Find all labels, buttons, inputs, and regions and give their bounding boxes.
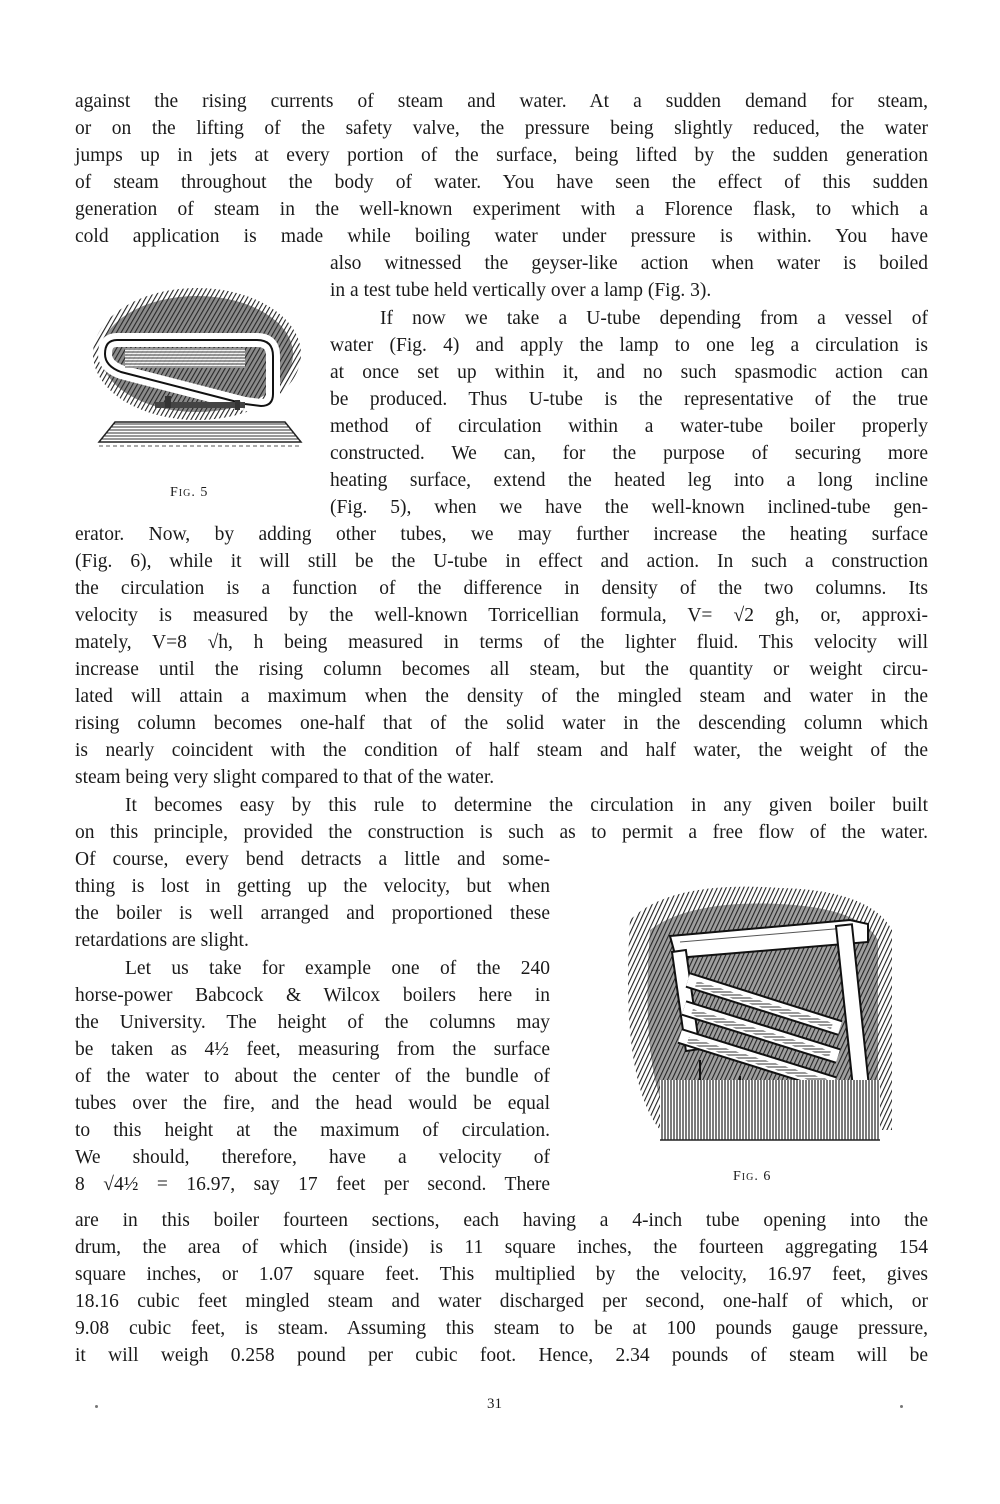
text-line: water (Fig. 4) and apply the lamp to one leg a circulation is [330,335,928,356]
text-line: or on the lifting of the safety valve, the pressure being slightly reduced, the water [75,118,928,139]
text-line: thing is lost in getting up the velocity, but when [75,876,550,897]
text-line: of steam throughout the body of water. You have seen the effect of this sudden [75,172,928,193]
text-line: 18.16 cubic feet mingled steam and water discharged per second, one-half of which, or [75,1291,928,1312]
text-line: If now we take a U-tube depending from a vessel of [380,308,928,329]
text-line: of the water to about the center of the bundle of [75,1066,550,1087]
text-line: be produced. Thus U-tube is the representative of the true [330,389,928,410]
text-line: to this height at the maximum of circulation. [75,1120,550,1141]
text-line: It becomes easy by this rule to determine the circulation in any given boiler built [125,795,928,816]
text-line: generation of steam in the well-known experiment with a Florence flask, to which a [75,199,928,220]
text-line: 9.08 cubic feet, is steam. Assuming this steam to be at 100 pounds gauge pressure, [75,1318,928,1339]
text-line: (Fig. 6), while it will still be the U-tube in effect and action. In such a construction [75,551,928,572]
text-line: mately, V=8 √h, h being measured in terms of the lighter fluid. This velocity will [75,632,928,653]
figure-5-illustration [85,282,305,472]
speck-mark [95,1405,98,1408]
text-line: in a test tube held vertically over a lamp (Fig. 3). [330,280,712,301]
text-line: increase until the rising column becomes all steam, but the quantity or weight circu- [75,659,928,680]
text-line: drum, the area of which (inside) is 11 square inches, the fourteen aggregating 154 [75,1237,928,1258]
text-line: Let us take for example one of the 240 [125,958,550,979]
speck-mark [900,1405,903,1408]
text-line: on this principle, provided the construction is such as to permit a free flow of the water. [75,822,928,843]
text-line: jumps up in jets at every portion of the surface, being lifted by the sudden generation [75,145,928,166]
text-line: velocity is measured by the well-known Torricellian formula, V= √2 gh, or, approxi- [75,605,928,626]
text-line: cold application is made while boiling water under pressure is within. You have [75,226,928,247]
text-line: rising column becomes one-half that of the solid water in the descending column which [75,713,928,734]
text-line: it will weigh 0.258 pound per cubic foot. Hence, 2.34 pounds of steam will be [75,1345,928,1366]
text-line: is nearly coincident with the condition of half steam and half water, the weight of the [75,740,928,761]
text-line: square inches, or 1.07 square feet. This multiplied by the velocity, 16.97 feet, gives [75,1264,928,1285]
figure-5-caption: Fig. 5 [170,485,209,500]
text-line: steam being very slight compared to that of the water. [75,767,495,788]
text-line: heating surface, extend the heated leg into a long incline [330,470,928,491]
page-number: 31 [487,1396,502,1412]
text-line: at once set up within it, and no such spasmodic action can [330,362,928,383]
figure-6-illustration [610,880,910,1150]
text-line: also witnessed the geyser-like action when water is boiled [330,253,928,274]
text-line: erator. Now, by adding other tubes, we may further increase the heating surface [75,524,928,545]
text-line: retardations are slight. [75,930,249,951]
text-line: are in this boiler fourteen sections, each having a 4-inch tube opening into the [75,1210,928,1231]
figure-6-caption: Fig. 6 [733,1169,772,1184]
text-line: be taken as 4½ feet, measuring from the surface [75,1039,550,1060]
text-line: tubes over the fire, and the head would be equal [75,1093,550,1114]
text-line: We should, therefore, have a velocity of [75,1147,550,1168]
text-line: Of course, every bend detracts a little and some- [75,849,550,870]
text-line: the boiler is well arranged and proportioned these [75,903,550,924]
text-line: constructed. We can, for the purpose of securing more [330,443,928,464]
text-line: 8 √4½ = 16.97, say 17 feet per second. There [75,1174,550,1195]
text-line: lated will attain a maximum when the density of the mingled steam and water in the [75,686,928,707]
text-line: (Fig. 5), when we have the well-known inclined-tube gen- [330,497,928,518]
text-line: horse-power Babcock & Wilcox boilers here in [75,985,550,1006]
text-line: the University. The height of the columns may [75,1012,550,1033]
text-line: method of circulation within a water-tube boiler properly [330,416,928,437]
text-line: against the rising currents of steam and water. At a sudden demand for steam, [75,91,928,112]
text-line: the circulation is a function of the difference in density of the two columns. Its [75,578,928,599]
